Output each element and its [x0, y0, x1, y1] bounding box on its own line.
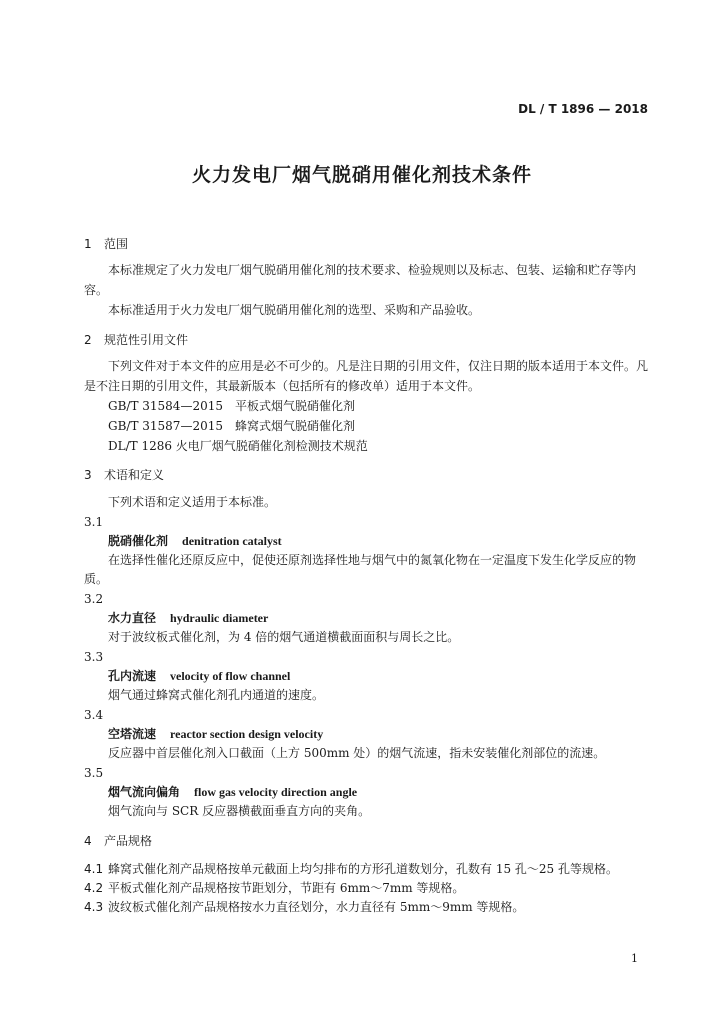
term-zh: 脱硝催化剂: [108, 534, 169, 548]
term-number: 3.3: [84, 650, 104, 664]
paragraph: 下列术语和定义适用于本标准。: [108, 495, 277, 509]
term-zh: 烟气流向偏角: [108, 785, 181, 799]
term-definition: 烟气通过蜂窝式催化剂孔内通道的速度。: [108, 688, 325, 702]
spec-item: [84, 879, 650, 898]
reference-item: GB/T 31587—2015 蜂窝式烟气脱硝催化剂: [108, 419, 355, 433]
term-en: denitration catalyst: [182, 534, 282, 548]
term-definition: 对于波纹板式催化剂，为 4 倍的烟气通道横截面面积与周长之比。: [108, 630, 460, 644]
item-number: 4.2: [84, 881, 104, 895]
paragraph: 本标准适用于火力发电厂烟气脱硝用催化剂的选型、采购和产品验收。: [108, 303, 481, 317]
term-number: 3.2: [84, 592, 104, 606]
term-heading: [84, 783, 650, 802]
section-title: 术语和定义: [104, 468, 165, 482]
section-title: 规范性引用文件: [104, 333, 189, 347]
section-title: 范围: [104, 237, 129, 251]
term-definition: 在选择性催化还原反应中，促使还原剂选择性地与烟气中的氮氧化物在一定温度下发生化学反应的物质。: [84, 553, 637, 586]
section-heading: [84, 236, 650, 253]
term-number: 3.4: [84, 708, 104, 722]
section-number: 1: [84, 237, 92, 251]
reference-item: DL/T 1286 火电厂烟气脱硝催化剂检测技术规范: [108, 439, 368, 453]
term-en: reactor section design velocity: [170, 727, 324, 741]
document-title: 火力发电厂烟气脱硝用催化剂技术条件: [191, 164, 532, 186]
section-number: 4: [84, 834, 92, 848]
term-definition: 烟气流向与 SCR 反应器横截面垂直方向的夹角。: [108, 804, 371, 818]
term-heading: [84, 532, 650, 551]
item-text: 平板式催化剂产品规格按节距划分，节距有 6mm～7mm 等规格。: [108, 881, 465, 895]
term-heading: [84, 667, 650, 686]
term-en: flow gas velocity direction angle: [194, 785, 358, 799]
reference-item: GB/T 31584—2015 平板式烟气脱硝催化剂: [108, 399, 355, 413]
document-body: [84, 236, 650, 917]
term-en: velocity of flow channel: [170, 669, 291, 683]
paragraph: 下列文件对于本文件的应用是必不可少的。凡是注日期的引用文件，仅注日期的版本适用于本文件。凡是不注日期的引用文件，其最新版本（包括所有的修改单）适用于本文件。: [84, 359, 649, 393]
term-heading: [84, 609, 650, 628]
term-zh: 孔内流速: [108, 669, 157, 683]
term-definition: 反应器中首层催化剂入口截面（上方 500mm 处）的烟气流速，指未安装催化剂部位的流速。: [108, 746, 606, 760]
standard-code: DL / T 1896 — 2018: [518, 102, 648, 116]
paragraph: 本标准规定了火力发电厂烟气脱硝用催化剂的技术要求、检验规则以及标志、包装、运输和贮存等内容。: [84, 263, 637, 297]
section-number: 3: [84, 468, 92, 482]
spec-item: [84, 860, 650, 879]
item-number: 4.1: [84, 862, 104, 876]
term-number: 3.5: [84, 766, 104, 780]
term-zh: 水力直径: [108, 611, 157, 625]
term-zh: 空塔流速: [108, 727, 157, 741]
page-number: 1: [631, 952, 638, 965]
section-number: 2: [84, 333, 92, 347]
spec-item: [84, 898, 650, 917]
section-heading: [84, 833, 650, 850]
term-heading: [84, 725, 650, 744]
section-title: 产品规格: [104, 834, 153, 848]
term-number: 3.1: [84, 515, 104, 529]
term-en: hydraulic diameter: [170, 611, 269, 625]
section-heading: [84, 332, 650, 349]
item-text: 波纹板式催化剂产品规格按水力直径划分，水力直径有 5mm～9mm 等规格。: [108, 900, 525, 914]
section-heading: [84, 467, 650, 484]
item-text: 蜂窝式催化剂产品规格按单元截面上均匀排布的方形孔道数划分，孔数有 15 孔～25 孔等规格。: [108, 862, 618, 876]
item-number: 4.3: [84, 900, 104, 914]
